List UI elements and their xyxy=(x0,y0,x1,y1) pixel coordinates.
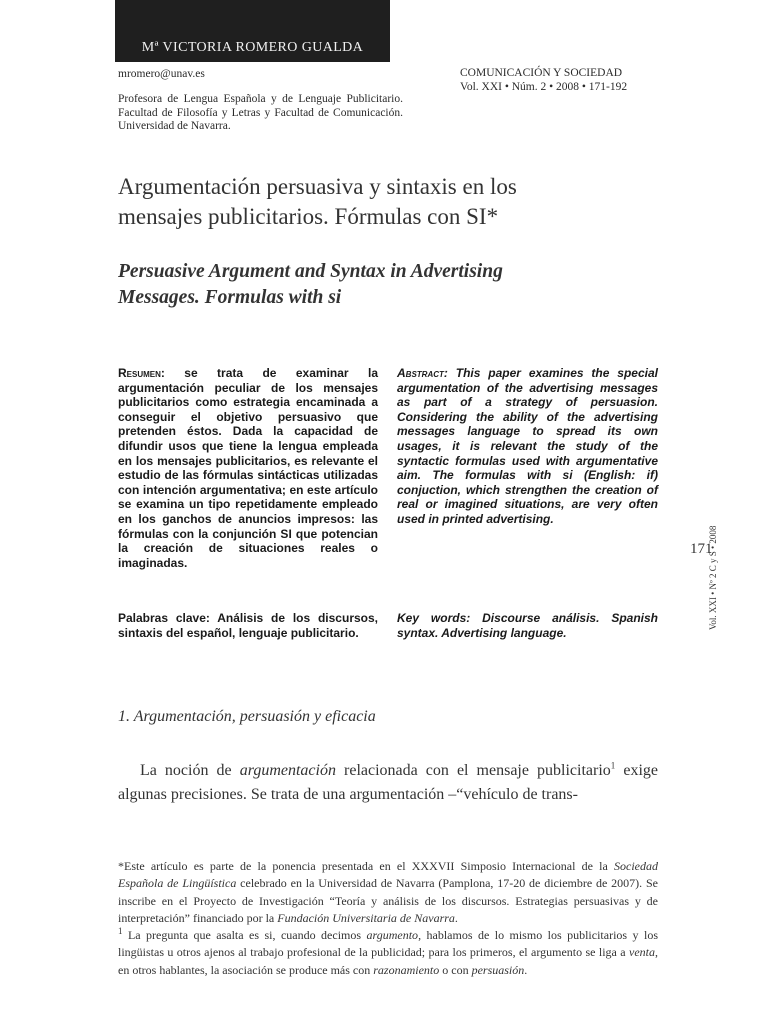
keywords-spanish: Palabras clave: Análisis de los discursos, sintaxis del español, lenguaje publicitario. xyxy=(118,611,378,640)
title-spanish: Argumentación persuasiva y sintaxis en los mensajes publicitarios. Fórmulas con SI* xyxy=(118,174,517,229)
footnote-1-text-e: . xyxy=(524,962,528,977)
author-email[interactable]: mromero@unav.es xyxy=(118,68,205,80)
footnote-1-text-c: , en otros hablantes, la asociación se produce más con xyxy=(118,945,658,977)
journal-issue: Vol. XXI • Núm. 2 • 2008 • 171-192 xyxy=(460,80,628,93)
journal-name: COMUNICACIÓN Y SOCIEDAD xyxy=(460,67,623,79)
footnote-1-text-b: , hablamos de lo mismo los publicitarios y los lingüistas u otros ajenos al trabajo profesional de la publicidad; para los primeros, el argumento se liga a xyxy=(118,928,658,960)
footnote-1-text-d: o con xyxy=(439,962,472,977)
title-english: Persuasive Argument and Syntax in Advertising Messages. Formulas with si xyxy=(118,261,503,308)
journal-info xyxy=(460,67,627,94)
footnotes xyxy=(118,858,658,979)
footnote-star xyxy=(118,858,658,927)
resumen-label: Resumen: xyxy=(118,366,165,380)
footnote-1-term-1: argumento xyxy=(366,928,419,943)
footnote-1-term-4: persuasión xyxy=(471,962,525,977)
footnote-star-society: Sociedad Española de Lingüística xyxy=(118,859,658,891)
footnote-1-term-2: venta xyxy=(629,945,655,960)
footnote-star-text-a: *Este artículo es parte de la ponencia presentada en el XXXVII Simposio Internacional de la xyxy=(118,859,614,873)
side-running-header xyxy=(698,490,718,630)
keywords-english: Key words: Discourse análisis. Spanish syntax. Advertising language. xyxy=(397,611,658,640)
resumen-block xyxy=(118,366,378,570)
body-text-b: relacionada con el mensaje publicitario xyxy=(335,762,611,779)
resumen-text: se trata de examinar la argumentación peculiar de los mensajes publicitarios como estrategia encaminada a conseguir el objetivo persuasivo que pretenden éstos. Dada la capacidad de difundir usos que tiene la lengua empleada en los mensajes publicitarios, es relevante el estudio de las fórmulas sintácticas utilizadas con intención argumentativa; en este artículo se examina un tipo repetidamente empleado en los ganchos de anuncios impresos: las fórmulas con la conjunción SI que potencian la creación de situaciones reales o imaginadas. xyxy=(118,366,378,570)
footnote-1 xyxy=(118,927,658,979)
footnote-star-foundation: Fundación Universitaria de Navarra xyxy=(277,910,455,925)
abstract-text: This paper examines the special argumentation of the advertising messages as part of a strategy of persuasion. Considering the ability of the advertising messages language to spread its own usages, it is relevant the study of the syntactic formulas used with argumentative aim. The formulas with si (English: if) conjuction, which strengthen the creation of real or imagined situations, are very often used in printed advertising. xyxy=(397,366,658,526)
footnote-star-text-b: celebrado en la Universidad de Navarra (Pamplona, 17-20 de diciembre de 2007). Se inscribe en el Proyecto de Investigación “Teoría y análisis de los discursos. Estrategias persuasivas y de interpretación” financiado por la xyxy=(118,876,658,925)
page-number: 171 xyxy=(690,541,713,557)
side-meta-text: Vol. XXI • Nº 2 C y S • 2008 xyxy=(708,525,718,630)
author-banner xyxy=(115,0,390,62)
body-paragraph xyxy=(118,759,658,807)
author-name: Mª VICTORIA ROMERO GUALDA xyxy=(141,40,364,55)
abstract-label: Abstract: xyxy=(397,366,448,380)
body-text-a: La noción de xyxy=(140,762,240,779)
footnote-star-text-c: . xyxy=(454,910,458,925)
footnote-ref-1[interactable]: 1 xyxy=(610,760,616,771)
footnote-1-term-3: razonamiento xyxy=(373,962,440,977)
footnote-1-marker: 1 xyxy=(118,926,123,937)
abstract-block xyxy=(397,366,658,527)
author-affiliation: Profesora de Lengua Española y de Lenguaje Publicitario. Facultad de Filosofía y Letras y Facultad de Comunicación. Universidad de Navarra. xyxy=(118,93,403,133)
section-heading: 1. Argumentación, persuasión y eficacia xyxy=(118,708,376,725)
body-text-c: exige algunas precisiones. Se trata de una argumentación –“vehículo de trans- xyxy=(118,762,658,803)
footnote-1-text-a: La pregunta que asalta es si, cuando decimos xyxy=(122,928,367,943)
body-term: argumentación xyxy=(239,762,336,779)
